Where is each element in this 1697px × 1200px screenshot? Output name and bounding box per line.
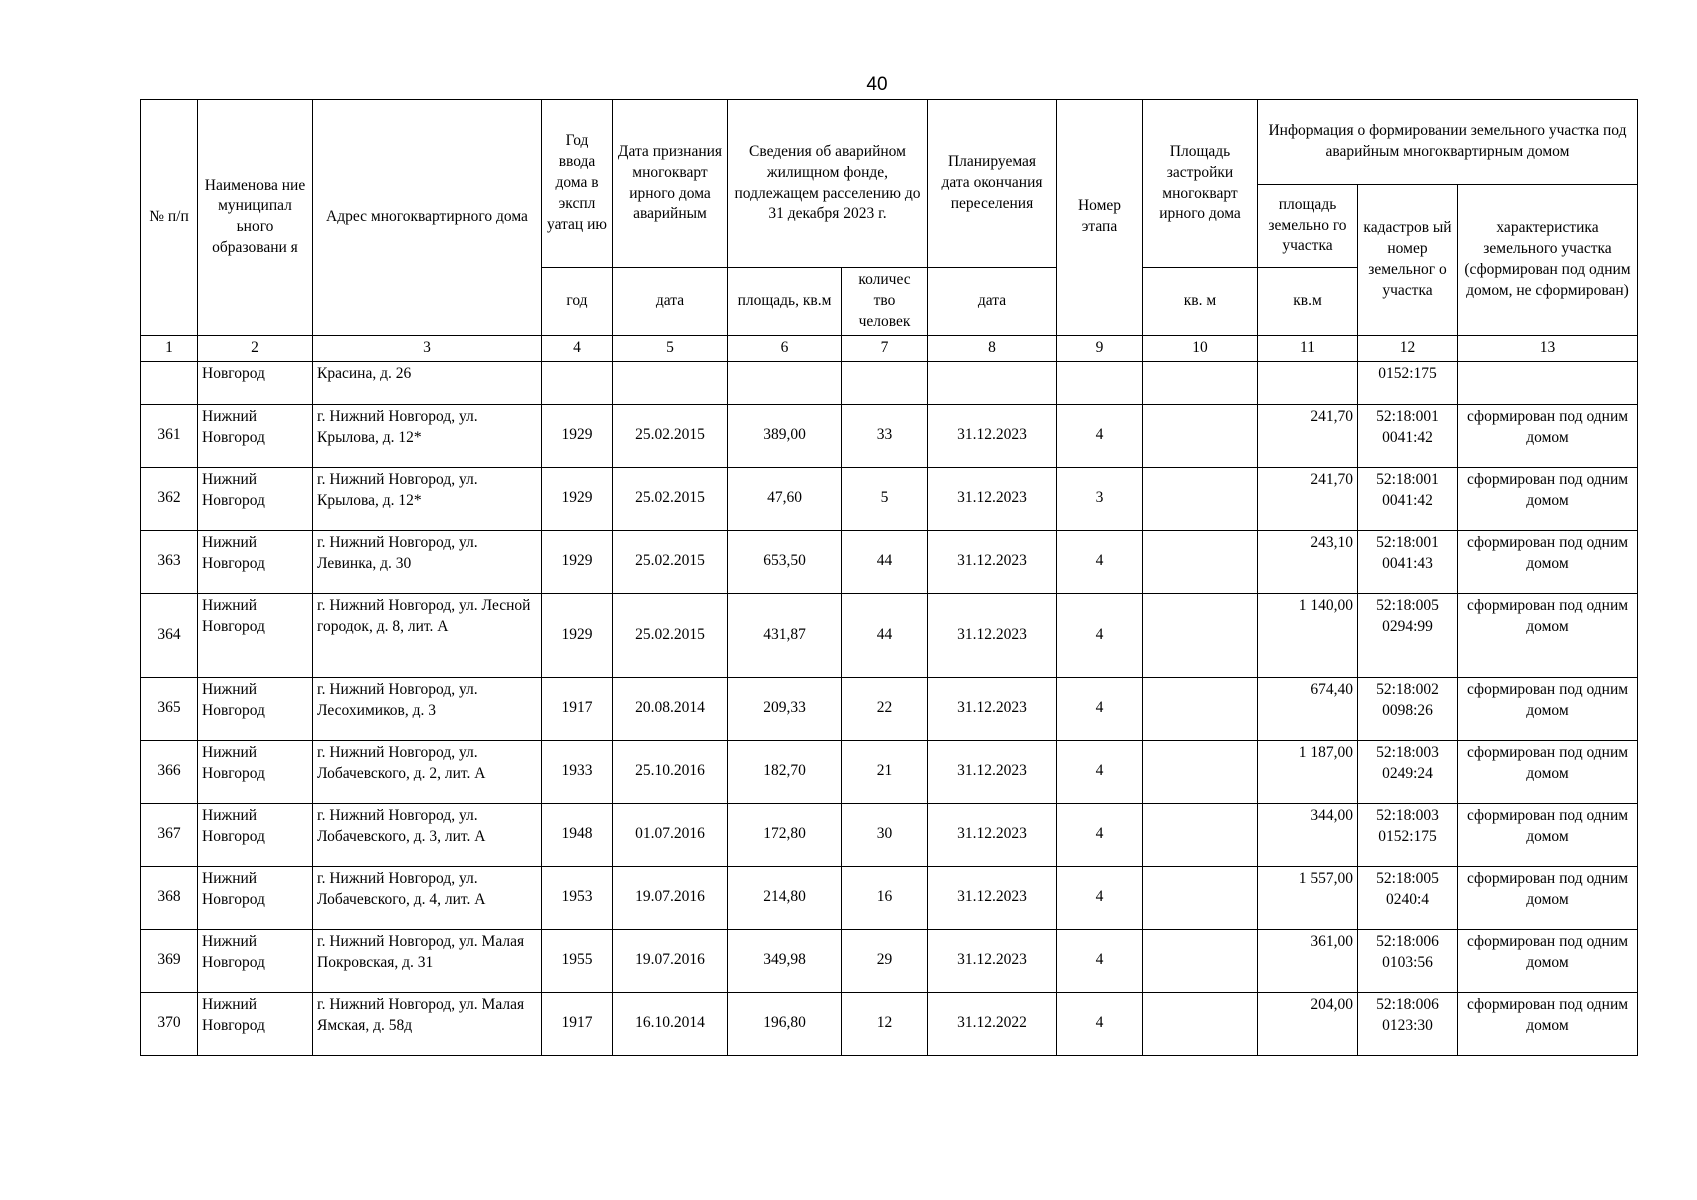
land-characteristic-cell: сформирован под одним домом	[1458, 929, 1638, 992]
land-area-cell: 243,10	[1258, 530, 1358, 593]
header-address: Адрес многоквартирного дома	[313, 100, 542, 336]
year-cell: 1933	[542, 740, 613, 803]
municipality-cell: Нижний Новгород	[198, 404, 313, 467]
table-row	[141, 530, 1638, 593]
cadastral-cell: 52:18:006 0123:30	[1358, 992, 1458, 1055]
row-number-cell: 366	[141, 740, 198, 803]
land-characteristic-cell: сформирован под одним домом	[1458, 467, 1638, 530]
municipality-cell: Нижний Новгород	[198, 992, 313, 1055]
year-cell: 1955	[542, 929, 613, 992]
recognition-date-cell: 20.08.2014	[613, 677, 728, 740]
planned-end-cell: 31.12.2023	[928, 803, 1057, 866]
unit-people: количес тво человек	[842, 268, 928, 336]
land-area-cell: 344,00	[1258, 803, 1358, 866]
header-num: № п/п	[141, 100, 198, 336]
year-cell: 1929	[542, 404, 613, 467]
stage-cell: 4	[1057, 677, 1143, 740]
municipality-cell: Нижний Новгород	[198, 803, 313, 866]
cadastral-cell: 0152:175	[1358, 361, 1458, 404]
cadastral-cell: 52:18:003 0249:24	[1358, 740, 1458, 803]
people-cell: 5	[842, 467, 928, 530]
people-cell: 44	[842, 530, 928, 593]
recognition-date-cell: 19.07.2016	[613, 929, 728, 992]
area-cell: 214,80	[728, 866, 842, 929]
header-recognition-date: Дата признания многокварт ирного дома аварийным	[613, 100, 728, 268]
row-number-cell: 365	[141, 677, 198, 740]
municipality-cell: Нижний Новгород	[198, 866, 313, 929]
year-cell: 1917	[542, 992, 613, 1055]
area-cell: 182,70	[728, 740, 842, 803]
building-area-cell	[1143, 929, 1258, 992]
stage-cell: 4	[1057, 929, 1143, 992]
row-number-cell: 364	[141, 593, 198, 677]
year-cell: 1917	[542, 677, 613, 740]
row-number-cell: 362	[141, 467, 198, 530]
area-cell: 47,60	[728, 467, 842, 530]
recognition-date-cell: 19.07.2016	[613, 866, 728, 929]
column-number: 2	[198, 335, 313, 361]
column-number: 7	[842, 335, 928, 361]
unit-date-recognition: дата	[613, 268, 728, 336]
header-stage: Номер этапа	[1057, 100, 1143, 336]
land-area-cell: 241,70	[1258, 467, 1358, 530]
row-number-cell: 369	[141, 929, 198, 992]
year-cell: 1953	[542, 866, 613, 929]
land-area-cell: 1 187,00	[1258, 740, 1358, 803]
year-cell: 1929	[542, 530, 613, 593]
recognition-date-cell: 25.02.2015	[613, 593, 728, 677]
column-number: 11	[1258, 335, 1358, 361]
column-number-row	[141, 335, 1638, 361]
cadastral-cell: 52:18:005 0294:99	[1358, 593, 1458, 677]
row-number-cell: 361	[141, 404, 198, 467]
municipality-cell: Нижний Новгород	[198, 677, 313, 740]
building-area-cell	[1143, 803, 1258, 866]
people-cell: 30	[842, 803, 928, 866]
column-number: 12	[1358, 335, 1458, 361]
area-cell: 196,80	[728, 992, 842, 1055]
page-number: 40	[866, 74, 888, 95]
emergency-housing-table	[140, 99, 1638, 1056]
year-cell: 1929	[542, 593, 613, 677]
land-area-cell: 361,00	[1258, 929, 1358, 992]
column-number: 6	[728, 335, 842, 361]
people-cell: 33	[842, 404, 928, 467]
land-characteristic-cell: сформирован под одним домом	[1458, 530, 1638, 593]
header-emergency-fund: Сведения об аварийном жилищном фонде, подлежащем расселению до 31 декабря 2023 г.	[728, 100, 928, 268]
building-area-cell	[1143, 740, 1258, 803]
planned-end-cell: 31.12.2023	[928, 467, 1057, 530]
header-cadastral: кадастров ый номер земельног о участка	[1358, 185, 1458, 336]
land-area-cell: 674,40	[1258, 677, 1358, 740]
unit-sqm-building: кв. м	[1143, 268, 1258, 336]
land-characteristic-cell: сформирован под одним домом	[1458, 677, 1638, 740]
recognition-date-cell: 25.02.2015	[613, 467, 728, 530]
people-cell: 22	[842, 677, 928, 740]
column-number: 10	[1143, 335, 1258, 361]
cadastral-cell: 52:18:002 0098:26	[1358, 677, 1458, 740]
stage-cell: 4	[1057, 740, 1143, 803]
planned-end-cell: 31.12.2023	[928, 593, 1057, 677]
header-planned-end: Планируемая дата окончания переселения	[928, 100, 1057, 268]
cadastral-cell: 52:18:003 0152:175	[1358, 803, 1458, 866]
area-cell: 653,50	[728, 530, 842, 593]
land-characteristic-cell: сформирован под одним домом	[1458, 740, 1638, 803]
area-cell: 431,87	[728, 593, 842, 677]
year-cell: 1929	[542, 467, 613, 530]
municipality-cell: Нижний Новгород	[198, 740, 313, 803]
header-land-area: площадь земельно го участка	[1258, 185, 1358, 268]
municipality-cell: Нижний Новгород	[198, 593, 313, 677]
row-number-cell: 363	[141, 530, 198, 593]
table-row	[141, 677, 1638, 740]
address-cell: г. Нижний Новгород, ул. Лобачевского, д. 3, лит. А	[313, 803, 542, 866]
cadastral-cell: 52:18:001 0041:43	[1358, 530, 1458, 593]
area-cell: 349,98	[728, 929, 842, 992]
building-area-cell	[1143, 677, 1258, 740]
address-cell: г. Нижний Новгород, ул. Крылова, д. 12*	[313, 467, 542, 530]
recognition-date-cell: 01.07.2016	[613, 803, 728, 866]
cadastral-cell: 52:18:001 0041:42	[1358, 467, 1458, 530]
building-area-cell	[1143, 866, 1258, 929]
column-number: 3	[313, 335, 542, 361]
building-area-cell	[1143, 593, 1258, 677]
municipality-cell: Нижний Новгород	[198, 929, 313, 992]
land-area-cell: 204,00	[1258, 992, 1358, 1055]
row-number-cell: 370	[141, 992, 198, 1055]
table-row	[141, 992, 1638, 1055]
unit-date-end: дата	[928, 268, 1057, 336]
table-row	[141, 404, 1638, 467]
land-characteristic-cell: сформирован под одним домом	[1458, 992, 1638, 1055]
year-cell: 1948	[542, 803, 613, 866]
people-cell: 12	[842, 992, 928, 1055]
address-cell: г. Нижний Новгород, ул. Крылова, д. 12*	[313, 404, 542, 467]
people-cell: 16	[842, 866, 928, 929]
table-row	[141, 593, 1638, 677]
address-cell: г. Нижний Новгород, ул. Лобачевского, д. 2, лит. А	[313, 740, 542, 803]
land-area-cell: 241,70	[1258, 404, 1358, 467]
column-number: 13	[1458, 335, 1638, 361]
recognition-date-cell: 25.02.2015	[613, 404, 728, 467]
planned-end-cell: 31.12.2023	[928, 530, 1057, 593]
header-land-char: характеристика земельного участка (сформирован под одним домом, не сформирован)	[1458, 185, 1638, 336]
column-number: 1	[141, 335, 198, 361]
address-cell: Красина, д. 26	[313, 361, 542, 404]
address-cell: г. Нижний Новгород, ул. Лесной городок, д. 8, лит. А	[313, 593, 542, 677]
municipality-cell: Нижний Новгород	[198, 467, 313, 530]
land-area-cell: 1 557,00	[1258, 866, 1358, 929]
row-number-cell: 367	[141, 803, 198, 866]
header-municipality: Наименова ние муниципал ьного образовани я	[198, 100, 313, 336]
area-cell: 172,80	[728, 803, 842, 866]
column-number: 5	[613, 335, 728, 361]
cadastral-cell: 52:18:006 0103:56	[1358, 929, 1458, 992]
table-row	[141, 803, 1638, 866]
land-characteristic-cell: сформирован под одним домом	[1458, 404, 1638, 467]
continuation-row	[141, 361, 1638, 404]
unit-year: год	[542, 268, 613, 336]
people-cell: 44	[842, 593, 928, 677]
stage-cell: 3	[1057, 467, 1143, 530]
stage-cell: 4	[1057, 992, 1143, 1055]
planned-end-cell: 31.12.2023	[928, 404, 1057, 467]
column-number: 9	[1057, 335, 1143, 361]
recognition-date-cell: 16.10.2014	[613, 992, 728, 1055]
people-cell: 29	[842, 929, 928, 992]
address-cell: г. Нижний Новгород, ул. Лобачевского, д. 4, лит. А	[313, 866, 542, 929]
header-land-info: Информация о формировании земельного участка под аварийным многоквартирным домом	[1258, 100, 1638, 185]
cadastral-cell: 52:18:001 0041:42	[1358, 404, 1458, 467]
people-cell: 21	[842, 740, 928, 803]
planned-end-cell: 31.12.2023	[928, 866, 1057, 929]
building-area-cell	[1143, 530, 1258, 593]
building-area-cell	[1143, 404, 1258, 467]
table-row	[141, 740, 1638, 803]
row-number-cell: 368	[141, 866, 198, 929]
address-cell: г. Нижний Новгород, ул. Малая Ямская, д. 58д	[313, 992, 542, 1055]
unit-sqm-land: кв.м	[1258, 268, 1358, 336]
header-year-built: Год ввода дома в экспл уатац ию	[542, 100, 613, 268]
planned-end-cell: 31.12.2023	[928, 929, 1057, 992]
land-area-cell: 1 140,00	[1258, 593, 1358, 677]
stage-cell: 4	[1057, 530, 1143, 593]
table-row	[141, 929, 1638, 992]
cadastral-cell: 52:18:005 0240:4	[1358, 866, 1458, 929]
planned-end-cell: 31.12.2023	[928, 740, 1057, 803]
land-characteristic-cell: сформирован под одним домом	[1458, 803, 1638, 866]
table-row	[141, 866, 1638, 929]
address-cell: г. Нижний Новгород, ул. Малая Покровская, д. 31	[313, 929, 542, 992]
land-characteristic-cell: сформирован под одним домом	[1458, 593, 1638, 677]
municipality-cell: Новгород	[198, 361, 313, 404]
building-area-cell	[1143, 467, 1258, 530]
recognition-date-cell: 25.02.2015	[613, 530, 728, 593]
column-number: 8	[928, 335, 1057, 361]
recognition-date-cell: 25.10.2016	[613, 740, 728, 803]
header-building-area: Площадь застройки многокварт ирного дома	[1143, 100, 1258, 268]
address-cell: г. Нижний Новгород, ул. Лесохимиков, д. 3	[313, 677, 542, 740]
land-characteristic-cell: сформирован под одним домом	[1458, 866, 1638, 929]
planned-end-cell: 31.12.2023	[928, 677, 1057, 740]
stage-cell: 4	[1057, 404, 1143, 467]
address-cell: г. Нижний Новгород, ул. Левинка, д. 30	[313, 530, 542, 593]
table-row	[141, 467, 1638, 530]
area-cell: 389,00	[728, 404, 842, 467]
municipality-cell: Нижний Новгород	[198, 530, 313, 593]
building-area-cell	[1143, 992, 1258, 1055]
stage-cell: 4	[1057, 866, 1143, 929]
unit-area: площадь, кв.м	[728, 268, 842, 336]
area-cell: 209,33	[728, 677, 842, 740]
stage-cell: 4	[1057, 803, 1143, 866]
planned-end-cell: 31.12.2022	[928, 992, 1057, 1055]
stage-cell: 4	[1057, 593, 1143, 677]
column-number: 4	[542, 335, 613, 361]
